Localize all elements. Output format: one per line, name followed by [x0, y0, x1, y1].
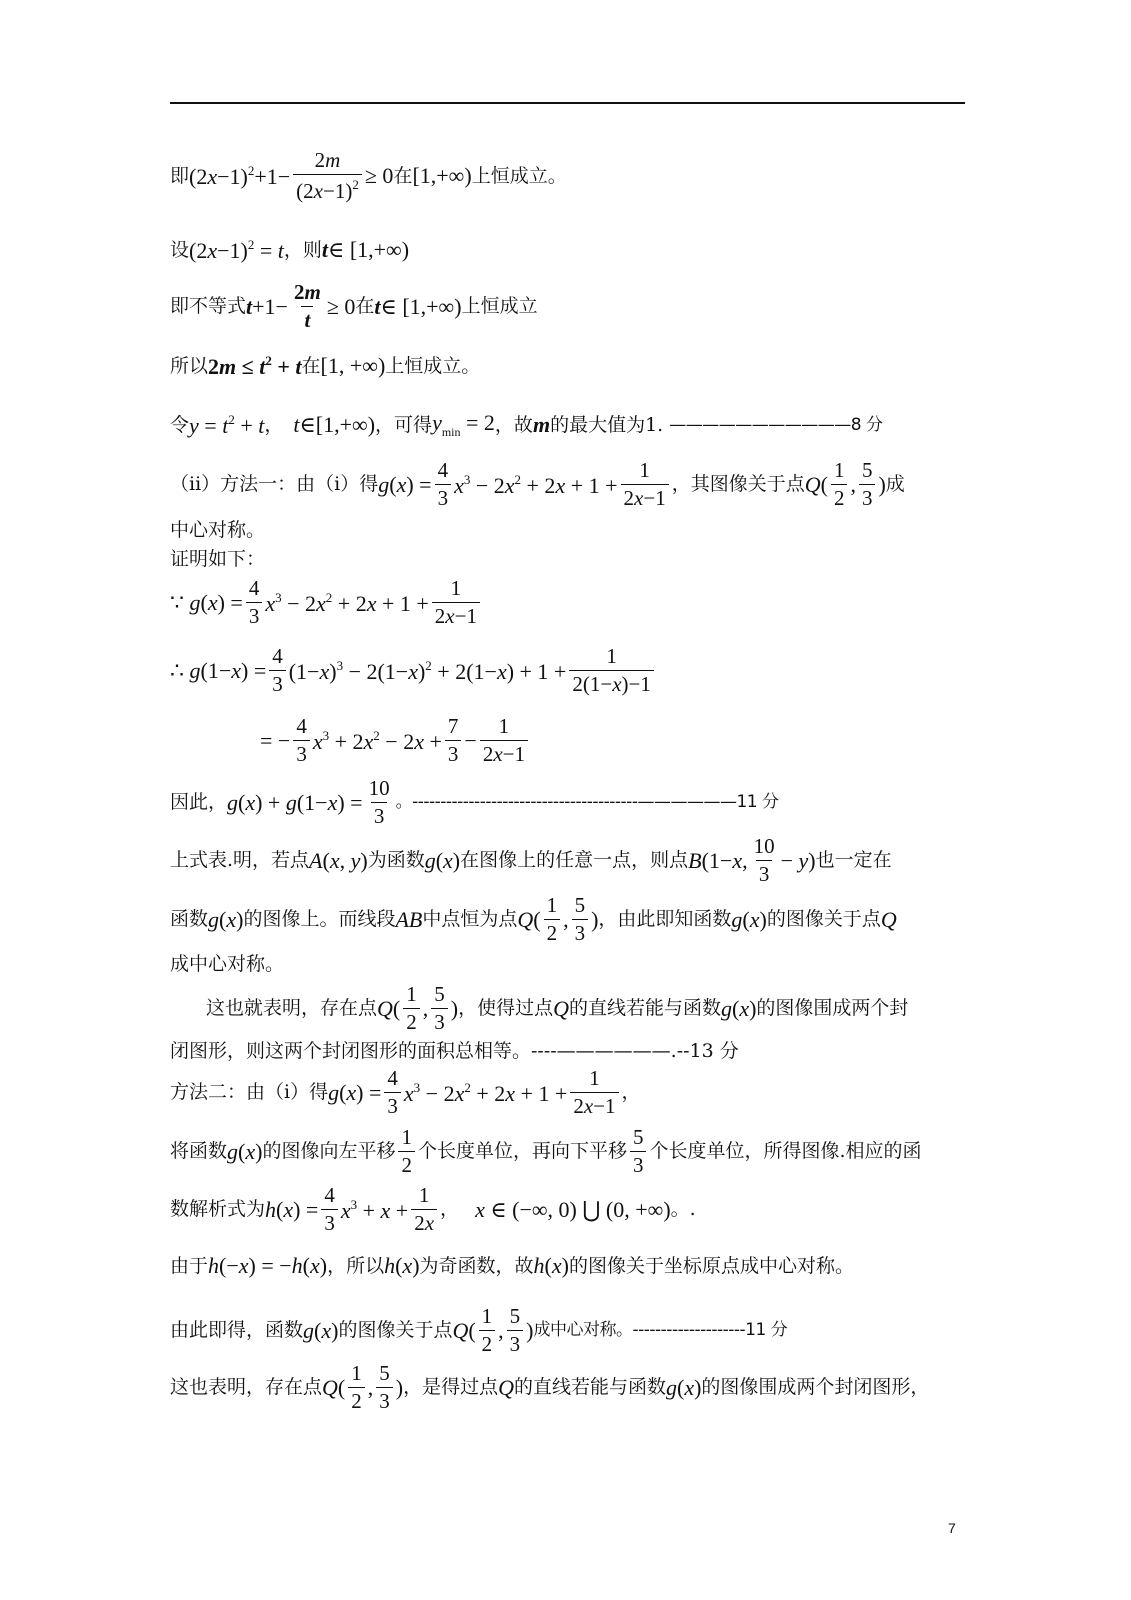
text: 中心对称。: [170, 519, 266, 541]
text: ，所以: [327, 1254, 385, 1277]
math: Q: [517, 906, 534, 932]
text: 的图像围成两个封闭图形，: [701, 1376, 930, 1398]
text: （ii）方法一：由（i）得: [170, 473, 379, 495]
text-line: [260, 716, 531, 765]
fraction: $\frac{2m}{t}$: [293, 280, 321, 332]
text: ，: [440, 1198, 460, 1220]
text: 1.: [645, 413, 670, 436]
header-rule: [170, 102, 965, 104]
math: g(x): [227, 1138, 263, 1164]
fraction: $\frac{5}{3}$: [376, 1363, 393, 1412]
text: 数解析式为: [170, 1198, 266, 1220]
math: $(2x-1)^2 = t$: [189, 237, 284, 263]
fraction: $\frac{5}{3}$: [859, 460, 876, 509]
math: t∈[1,+∞): [293, 412, 376, 437]
fraction: $\frac{1}{2}$: [403, 984, 420, 1033]
text: 即不等式: [170, 295, 247, 317]
math: Q: [322, 1374, 338, 1400]
text-line: 函数 g(x) 的图像上。而线段 AB 中点恒为点 Q ( $\frac{1}{2}$ , $\frac{5}{3}$ ) ，由此即知函数 g(x) 的图像关于点 Q: [170, 893, 897, 945]
text: 因此，: [170, 791, 228, 813]
math: ≥ 0: [364, 163, 394, 188]
text: 的图像关于坐标原点成中心对称。: [568, 1254, 854, 1277]
text-line: 方法二：由（i）得 g(x) = $\frac{4}{3}$ $x^3 - 2x^2 + 2x + 1$ + $\frac{1}{2x-1}$ ，: [170, 1066, 641, 1118]
text: 所以: [170, 354, 209, 377]
math: g(x): [424, 847, 461, 873]
fraction: $\frac{10}{3}$: [753, 834, 775, 886]
fraction: $\frac{4}{3}$: [293, 716, 310, 765]
text: 即: [170, 164, 190, 187]
math: h(x): [533, 1253, 569, 1278]
math: ≥ 0: [326, 293, 356, 319]
fraction: $\frac{5}{3}$: [507, 1306, 524, 1355]
text: 上恒成立。: [385, 354, 481, 377]
text-line: 数解析式为 h(x) = $\frac{4}{3}$ $x^3 + x$ + $\frac{1}{2x}$ ， x ∈ (−∞, 0) ⋃ (0, +∞) 。.: [170, 1183, 696, 1235]
text: 的直线若能与函数: [568, 997, 721, 1019]
text: 设: [170, 238, 190, 261]
text: 成中心对称。: [170, 953, 285, 975]
score-marker: 成中心对称。--------------------11 分: [533, 1320, 788, 1340]
fraction: $\frac{1}{2}$: [544, 895, 561, 944]
text-line: 由此即得，函数 g(x) 的图像关于点 Q ( $\frac{1}{2}$ , $\frac{5}{3}$ ) 成中心对称。--------------------11 分: [170, 1304, 788, 1356]
fraction: $\frac{4}{3}$: [246, 578, 263, 627]
math: h(x): [384, 1253, 420, 1278]
math: $x^3 - 2x^2 + 2x + 1$ +: [403, 1079, 568, 1106]
fraction: $\frac{1}{2x}$: [411, 1185, 437, 1234]
fraction: $\frac{1}{2}$: [348, 1363, 365, 1412]
fraction: $\frac{4}{3}$: [321, 1185, 338, 1234]
text: 的最大值为: [550, 413, 646, 436]
text: 为奇函数，故: [419, 1254, 534, 1277]
math: g(x): [720, 995, 757, 1021]
math: $x^3 - 2x^2 + 2x + 1$ +: [265, 589, 429, 616]
fraction: $\frac{1}{2x-1}$: [621, 460, 669, 509]
text: 上式表.明，若点: [170, 849, 310, 871]
text: 上恒成立。: [471, 164, 567, 187]
math: t∈ [1,+∞): [321, 237, 410, 262]
math: g(x) =: [328, 1079, 382, 1105]
fraction: $\frac{5}{3}$: [572, 895, 589, 944]
text-line: [170, 778, 779, 827]
math: g(x): [731, 906, 767, 932]
text: 为函数: [367, 849, 425, 871]
text: 的图像向左平移: [262, 1140, 396, 1162]
fraction: $\frac{4}{3}$: [384, 1068, 401, 1117]
text-line: [170, 1042, 739, 1061]
math: Q: [804, 471, 821, 497]
text-line: （ii）方法一：由（i）得 g(x) = $\frac{4}{3}$ $x^3 - 2x^2 + 2x + 1$ + $\frac{1}{2x-1}$ ，其图像关于点 Q ( $\frac{1}{2}$ , $\frac{5}{3}$ ) 成: [170, 458, 905, 510]
text-line: [170, 282, 538, 331]
text-line: 这也就表明，存在点 Q ( $\frac{1}{2}$ , $\frac{5}{3}$ ) ，使得过点 Q 的直线若能与函数 g(x) 的图像围成两个封: [206, 982, 909, 1034]
text: 闭图形，则这两个封闭图形的面积总相等。----——————.--13 分: [170, 1040, 739, 1062]
text: ，使得过点: [458, 997, 554, 1019]
fraction: $\frac{4}{3}$: [435, 460, 452, 509]
text-line: [170, 646, 657, 695]
math: Q: [498, 1374, 514, 1400]
text: 在: [355, 295, 375, 317]
math: $x^3 - 2x^2 + 2x + 1$ +: [454, 471, 618, 498]
score-marker: ———————————8 分: [669, 414, 883, 435]
text: 的图像上。而线段: [243, 908, 396, 930]
text: 将函数: [170, 1140, 228, 1162]
math: g(x): [208, 906, 244, 932]
math: t+1−: [246, 293, 288, 319]
math: x ∈ (−∞, 0) ⋃ (0, +∞): [475, 1196, 671, 1222]
fraction: $\frac{5}{3}$: [630, 1127, 647, 1176]
text-line: [170, 238, 409, 262]
math: g(x): [303, 1317, 339, 1343]
text: 方法二：由（i）得: [170, 1081, 329, 1103]
text: 由此即得，函数: [170, 1319, 304, 1341]
fraction: $\frac{1}{2(1-x)-1}$: [569, 646, 654, 695]
text: ，其图像关于点: [671, 473, 805, 495]
text: 的图像关于点: [766, 908, 881, 930]
text: 令: [170, 413, 190, 436]
text: 的图像关于点: [338, 1319, 453, 1341]
text: ，可得: [375, 413, 433, 436]
math: $y = t^2 + t$: [189, 412, 265, 438]
text-line: [170, 412, 882, 438]
text-line: [170, 1127, 922, 1176]
text: 函数: [170, 908, 209, 930]
math: $(1-x)^3 - 2(1-x)^2 + 2(1-x) + 1$ +: [288, 657, 567, 684]
text: 的图像围成两个封: [756, 997, 909, 1019]
fraction: $\frac{5}{3}$: [431, 984, 448, 1033]
fraction: $\frac{4}{3}$: [269, 646, 286, 695]
math: t∈ [1,+∞): [374, 293, 462, 319]
math: $(2x-1)^2+1-$: [189, 163, 291, 189]
text: ，由此即知函数: [598, 908, 732, 930]
text: 在图像上的任意一点，则点: [460, 849, 689, 871]
text: 上恒成立: [461, 295, 538, 317]
text: ，是得过点: [403, 1376, 499, 1398]
text: ，: [264, 413, 284, 436]
text-line: 这也表明，存在点 Q ( $\frac{1}{2}$ , $\frac{5}{3}$ ) ，是得过点 Q 的直线若能与函数 g(x) 的图像围成两个封闭图形，: [170, 1361, 930, 1413]
text: 个长度单位，所得图像.相应的函: [649, 1140, 922, 1162]
math: = −: [260, 727, 291, 753]
math: Q: [452, 1317, 469, 1343]
fraction: $\frac{1}{2x-1}$: [480, 716, 528, 765]
text: 个长度单位，再向下平移: [417, 1140, 627, 1162]
fraction: $\frac{1}{2x-1}$: [432, 578, 480, 627]
math: − y): [780, 847, 816, 873]
text-line: [170, 836, 892, 885]
fraction: $\frac{2m}{(2x-1)^2}$: [293, 150, 362, 202]
math: [1,+∞): [412, 163, 472, 188]
text-line: [170, 150, 567, 202]
text: 由于: [170, 1254, 209, 1277]
text: ，则: [283, 238, 322, 261]
fraction: $\frac{1}{2}$: [831, 460, 848, 509]
page-number: 7: [948, 1520, 956, 1536]
text: ，故: [494, 413, 533, 436]
score-marker: 。----------------------------------------——————11 分: [395, 792, 779, 812]
text: 在: [301, 354, 321, 377]
text-line: [170, 354, 480, 378]
math: AB: [395, 906, 423, 932]
math: h(−x) = −h(x): [208, 1253, 328, 1278]
text: 在: [393, 164, 413, 187]
fraction: $\frac{7}{3}$: [445, 716, 462, 765]
math: g(x): [665, 1374, 702, 1400]
math: Q: [880, 906, 897, 932]
math: h(x) =: [265, 1196, 319, 1222]
math: $x^3 + 2x^2 - 2x$ +: [312, 727, 442, 754]
text: 中点恒为点: [422, 908, 518, 930]
math: g(x) + g(1−x) =: [227, 789, 363, 815]
text: 证明如下：: [170, 548, 266, 570]
math: ∴ g(1−x) =: [170, 657, 267, 683]
math: $y_{min} = 2$: [432, 410, 495, 439]
math: $x^3 + x$ +: [340, 1196, 409, 1223]
text-line: [170, 955, 284, 974]
text: 的直线若能与函数: [513, 1376, 666, 1398]
math: [1, +∞): [320, 353, 386, 378]
math: $2m \le t^2 + t$: [208, 353, 302, 379]
text: 这也表明，存在点: [170, 1376, 323, 1398]
text-line: [170, 521, 265, 540]
text: 也一定在: [815, 849, 892, 871]
text-line: [170, 1255, 854, 1277]
fraction: $\frac{1}{2x-1}$: [570, 1068, 618, 1117]
text: 成: [885, 473, 905, 495]
text-line: [170, 578, 483, 627]
math: B(1−x,: [688, 847, 748, 873]
fraction: $\frac{1}{2}$: [479, 1306, 496, 1355]
math: g(x) =: [378, 471, 432, 497]
text: 这也就表明，存在点: [206, 997, 378, 1019]
math: Q: [377, 995, 393, 1021]
math: ∵ g(x) =: [170, 589, 243, 615]
math: A(x, y): [309, 847, 368, 873]
math: −: [464, 727, 477, 753]
text-line: [170, 550, 265, 569]
fraction: $\frac{1}{2}$: [398, 1127, 415, 1176]
math: Q: [553, 995, 569, 1021]
fraction: $\frac{10}{3}$: [368, 776, 390, 828]
math: m: [532, 412, 551, 437]
